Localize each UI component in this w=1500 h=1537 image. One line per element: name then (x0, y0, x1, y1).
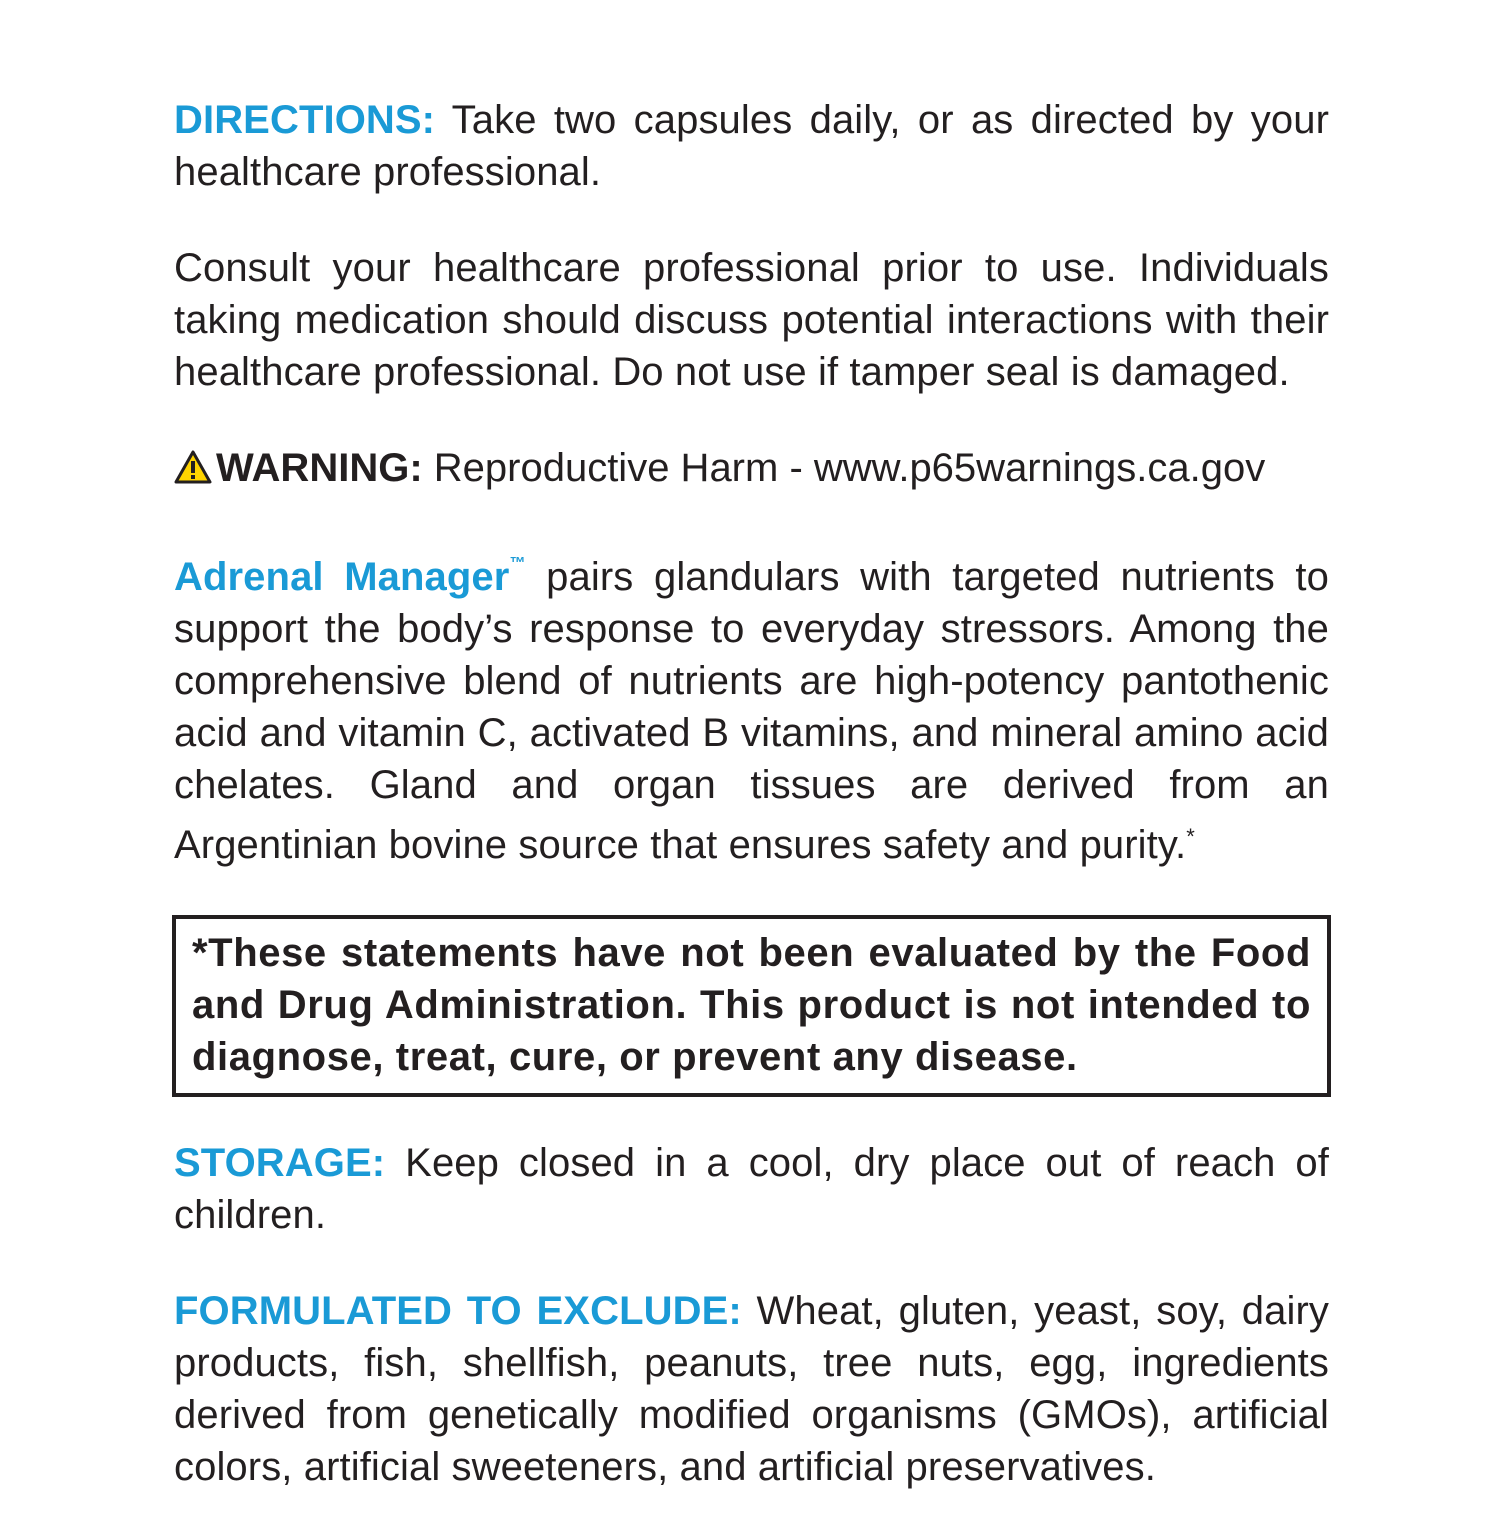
label-panel (174, 94, 1329, 1537)
trademark-symbol: ™ (509, 555, 526, 572)
description-section (174, 538, 1329, 871)
storage-section (174, 1137, 1329, 1241)
directions-text: Take two capsules daily, or as directed by your healthcare professional. (174, 98, 1329, 194)
warning-text: Reproductive Harm - www.p65warnings.ca.gov (422, 446, 1266, 490)
warning-section (174, 442, 1329, 494)
exclusions-label: FORMULATED TO EXCLUDE: (174, 1289, 742, 1333)
exclusions-text: Wheat, gluten, yeast, soy, dairy products, fish, shellfish, peanuts, tree nuts, egg, ingredients derived from genetically modified organisms (GMOs), artificial colors, artificial sweeteners, and artificial preservatives. (174, 1289, 1329, 1489)
storage-label: STORAGE: (174, 1141, 386, 1185)
description-text: pairs glandulars with targeted nutrients to support the body’s response to everyday stressors. Among the comprehensive blend of nutrients are high-potency pantothenic acid and vitamin C, activated B vitamins, and mineral amino acid chelates. Gland and organ tissues are derived from an Argentinian bovine source that ensures safety and purity. (174, 555, 1329, 867)
fda-disclaimer-box (172, 915, 1331, 1097)
fda-disclaimer-text: *These statements have not been evaluated by the Food and Drug Administration. This product is not intended to diagnose, treat, cure, or prevent any disease. (192, 931, 1311, 1079)
directions-label: DIRECTIONS: (174, 98, 436, 142)
storage-text: Keep closed in a cool, dry place out of reach of children. (174, 1141, 1329, 1237)
warning-label: WARNING: (216, 446, 423, 490)
consult-section (174, 242, 1329, 398)
warning-triangle-icon (174, 445, 212, 479)
exclusions-section (174, 1285, 1329, 1493)
directions-section (174, 94, 1329, 198)
product-name: Adrenal Manager (174, 555, 510, 599)
footnote-mark: * (1186, 824, 1195, 849)
consult-text: Consult your healthcare professional prior to use. Individuals taking medication should discuss potential interactions with their healthcare professional. Do not use if tamper seal is damaged. (174, 246, 1329, 394)
